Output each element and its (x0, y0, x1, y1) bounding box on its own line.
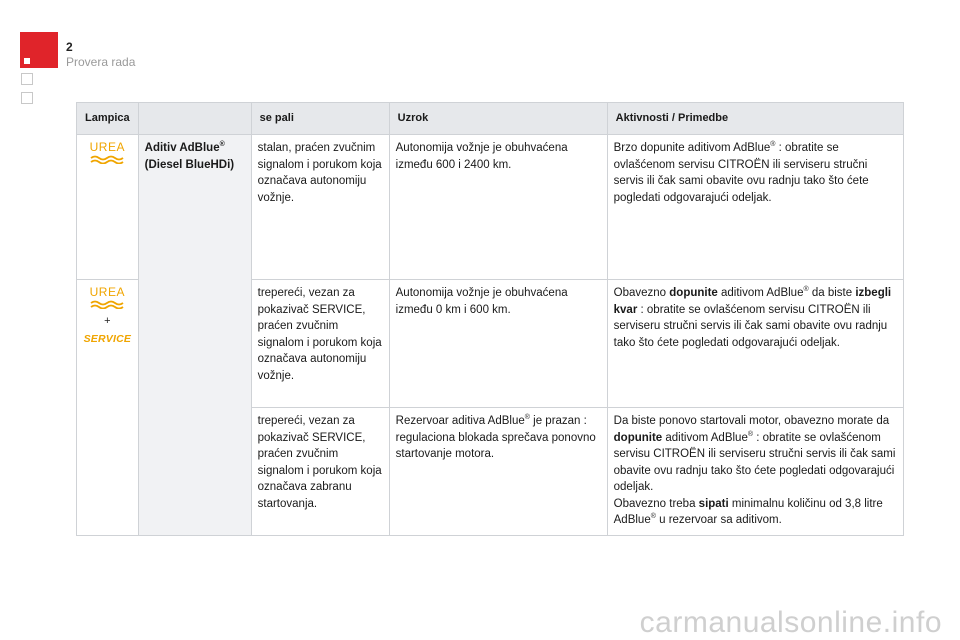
actions-cell (607, 280, 903, 408)
urea-warning-icon (90, 286, 125, 309)
urea-icon-label: UREA (89, 140, 125, 154)
col-header-cause: Uzrok (389, 103, 607, 135)
col-header-function (138, 103, 251, 135)
actions-cell (607, 408, 903, 536)
act-sup: ® (747, 430, 754, 438)
table-header-row (77, 103, 904, 135)
act-text: da biste (808, 287, 856, 299)
act-text: aditivom AdBlue (662, 431, 748, 444)
watermark: carmanualsonline.info (639, 606, 942, 639)
table-row (77, 135, 904, 280)
act-text: minimalnu količinu od 3,8 litre AdBlue (613, 497, 883, 526)
act-text: Da biste ponovo startovali motor, obavezno morate da (613, 415, 890, 427)
act-bold: izbegli kvar (613, 287, 892, 316)
act-bold: dopunite (669, 287, 718, 299)
page-number: 2 (66, 40, 73, 54)
act-bold: dopunite (613, 431, 663, 444)
cause-cell: Autonomija vožnje je obuhvaćena između 0 km i 600 km. (389, 280, 607, 408)
service-warning-icon: SERVICE (83, 333, 132, 345)
nav-box-2 (21, 92, 33, 104)
actions-cell (607, 135, 903, 280)
urea-wave-icon (90, 300, 124, 309)
state-cell: stalan, praćen zvučnim signalom i porukom koja označava autonomiju vožnje. (251, 135, 389, 280)
lamp-cell (77, 135, 139, 280)
cause-text: je prazan : regulaciona blokada sprečava ponovno startovanje motora. (395, 415, 596, 460)
act-sup: ® (650, 513, 656, 521)
function-cell (138, 135, 251, 536)
nav-box-1 (21, 73, 33, 85)
cause-cell (389, 408, 607, 536)
urea-warning-icon (90, 141, 125, 164)
act-bold: sipati (698, 497, 729, 510)
act-sup: ® (803, 286, 809, 294)
cause-text: Rezervoar aditiva AdBlue (395, 415, 525, 427)
act-text: : obratite se ovlašćenom servisu CITROËN ili serviseru stručni servis ili čak sami obavite ovu radnju tako što ćete pogledati odgovarajući odeljak. (613, 142, 869, 204)
col-header-state: se pali (251, 103, 389, 135)
chapter-marker-dot (24, 58, 30, 64)
function-name: Aditiv AdBlue (144, 142, 220, 154)
lamp-cell (77, 280, 139, 536)
urea-wave-icon (90, 155, 124, 164)
state-cell: trepereći, vezan za pokazivač SERVICE, praćen zvučnim signalom i porukom koja označava autonomiju vožnje. (251, 280, 389, 408)
act-text: : obratite se ovlašćenom servisu CITROËN ili serviseru stručni servis ili čak sami obavite ovu radnju tako što ćete pogledati odgovarajući odeljak. (613, 303, 888, 349)
plus-sign: + (104, 315, 111, 327)
cause-sup: ® (524, 414, 530, 422)
act-sup: ® (770, 141, 776, 149)
col-header-lamp: Lampica (77, 103, 139, 135)
warning-lamp-table (76, 102, 904, 536)
state-cell: trepereći, vezan za pokazivač SERVICE, praćen zvučnim signalom i porukom koja označava zabranu startovanja. (251, 408, 389, 536)
function-sup: ® (219, 141, 225, 149)
function-sub: (Diesel BlueHDi) (144, 158, 235, 171)
urea-icon-label: UREA (89, 285, 125, 299)
act-text: Brzo dopunite aditivom AdBlue (613, 142, 771, 154)
act-text: Obavezno treba (613, 497, 699, 510)
act-text: Obavezno (613, 287, 670, 299)
col-header-actions: Aktivnosti / Primedbe (607, 103, 903, 135)
act-text: u rezervoar sa aditivom. (655, 514, 782, 526)
act-text: aditivom AdBlue (717, 287, 804, 299)
act-text: : obratite se ovlašćenom servisu CITROËN ili serviseru stručni servis ili čak sami obavite ovu radnju tako što ćete pogledati odgovarajući odeljak. (613, 431, 896, 493)
section-title: Provera rada (66, 55, 136, 69)
cause-cell: Autonomija vožnje je obuhvaćena između 600 i 2400 km. (389, 135, 607, 280)
chapter-marker (20, 32, 58, 68)
